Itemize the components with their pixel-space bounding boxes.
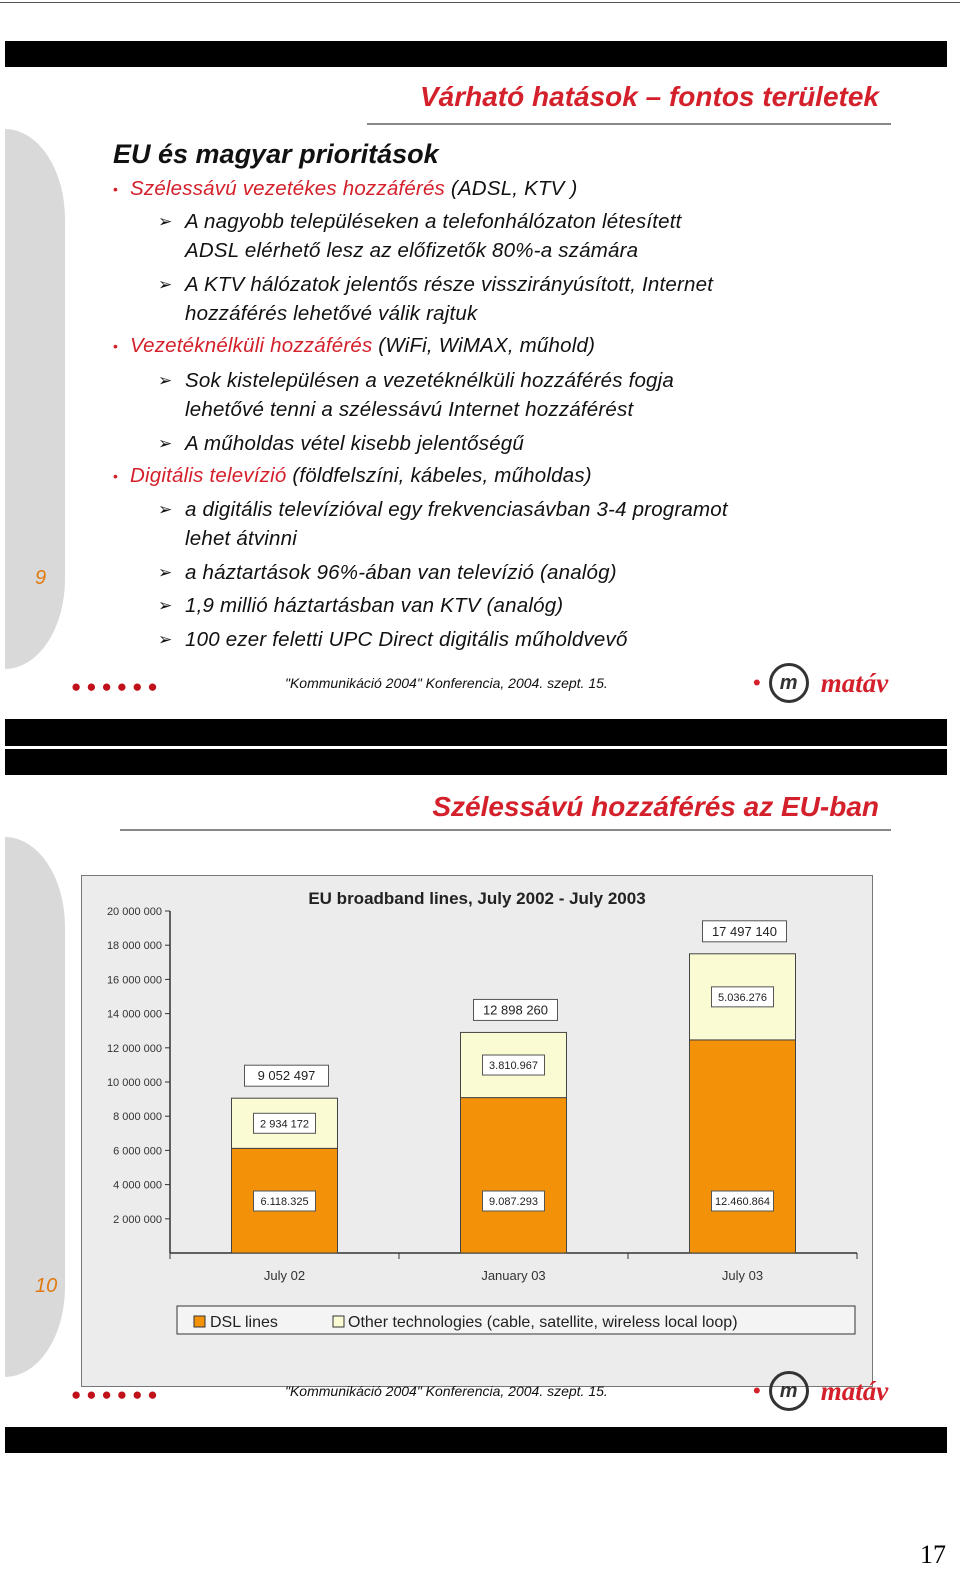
logo-text: matáv	[820, 667, 889, 698]
section-heading	[130, 177, 577, 201]
bullet-item-text: lehet átvinni	[185, 527, 298, 550]
section-label: Vezetéknélküli hozzáférés	[130, 334, 373, 357]
slide-9-logo	[753, 663, 888, 703]
section-suffix: (WiFi, WiMAX, műhold)	[372, 334, 596, 357]
bullet-item-text: A KTV hálózatok jelentős része visszirányúsított, Internet	[185, 273, 714, 296]
arrow-bullet-icon: ➢	[158, 212, 173, 231]
total-label: 17 497 140	[711, 923, 778, 939]
bullet-dot-icon: •	[113, 181, 118, 197]
data-label: 5.036.276	[718, 991, 767, 1004]
matav-logo-icon: m	[769, 663, 809, 703]
slide-9-footer-dots: ●●●●●●	[71, 677, 163, 696]
slide-10-footer-dots: ●●●●●●	[71, 1385, 163, 1404]
total-label: 9 052 497	[257, 1068, 316, 1084]
x-tick-label: July 02	[263, 1268, 306, 1283]
x-tick-label: July 03	[721, 1268, 764, 1283]
y-tick-label: 2 000 000	[113, 1213, 162, 1226]
bullet-dot-icon: •	[113, 338, 118, 354]
legend-label-dsl: DSL lines	[210, 1314, 278, 1331]
bar-dsl	[461, 1098, 567, 1253]
bullet-item-text: 100 ezer feletti UPC Direct digitális műholdvevő	[185, 628, 628, 651]
logo-dot: •	[753, 1378, 761, 1403]
legend-label-other: Other technologies (cable, satellite, wireless local loop)	[348, 1314, 738, 1331]
slide-9-number: 9	[35, 567, 47, 589]
bullet-item-text: A műholdas vétel kisebb jelentőségű	[185, 432, 525, 455]
data-label: 12.460.864	[714, 1196, 771, 1208]
x-tick-label: January 03	[481, 1268, 546, 1283]
arrow-bullet-icon: ➢	[158, 596, 173, 615]
chart-frame	[81, 875, 873, 1387]
section-heading	[130, 334, 595, 358]
data-label: 6.118.325	[260, 1196, 309, 1208]
slide-10-footer: "Kommunikáció 2004" Konferencia, 2004. szept. 15.	[285, 1383, 608, 1399]
slide-9-bottom-bar	[5, 719, 947, 746]
slide-9-footer: "Kommunikáció 2004" Konferencia, 2004. szept. 15.	[285, 675, 608, 691]
data-label: 3.810.967	[489, 1060, 538, 1073]
bullet-item-text: ADSL elérhető lesz az előfizetők 80%-a számára	[185, 239, 639, 262]
section-suffix: (ADSL, KTV )	[445, 177, 578, 200]
slide-9-title: Várható hatások – fontos területek	[419, 81, 879, 112]
y-tick-label: 14 000 000	[106, 1008, 162, 1021]
y-tick-label: 12 000 000	[106, 1042, 162, 1055]
bullet-item-text: Sok kistelepülésen a vezetéknélküli hozzáférés fogja	[185, 369, 675, 392]
bullet-dot-icon: •	[113, 468, 118, 484]
y-tick-label: 6 000 000	[113, 1145, 162, 1158]
slide-9-heading: EU és magyar prioritások	[113, 139, 439, 169]
bullet-item-text: A nagyobb településeken a telefonhálózaton létesített	[185, 210, 682, 233]
arrow-bullet-icon: ➢	[158, 371, 173, 390]
y-tick-label: 16 000 000	[106, 974, 162, 987]
bar-dsl	[690, 1040, 796, 1253]
slide-10-bottom-bar	[5, 1427, 947, 1453]
legend-swatch-dsl	[194, 1316, 205, 1327]
section-label: Digitális televízió	[130, 464, 287, 487]
section-label: Szélessávú vezetékes hozzáférés	[130, 177, 446, 200]
data-label: 2 934 172	[260, 1118, 309, 1131]
legend-swatch-other	[333, 1316, 344, 1327]
matav-logo-icon: m	[769, 1371, 809, 1411]
page-number: 17	[920, 1540, 946, 1569]
slide-10	[5, 775, 947, 1427]
bullet-item-text: a háztartások 96%-ában van televízió (analóg)	[185, 561, 617, 584]
bullet-item-text: 1,9 millió háztartásban van KTV (analóg)	[185, 594, 564, 617]
logo-text: matáv	[820, 1375, 889, 1406]
slide-10-number: 10	[35, 1275, 58, 1297]
broadband-chart	[82, 876, 872, 1386]
slide-10-logo	[753, 1371, 888, 1411]
slide-9	[5, 67, 947, 719]
arrow-bullet-icon: ➢	[158, 275, 173, 294]
logo-dot: •	[753, 670, 761, 695]
slide-9-top-bar	[5, 41, 947, 67]
chart-title: EU broadband lines, July 2002 - July 2003	[308, 889, 646, 908]
top-rule	[0, 2, 960, 3]
section-suffix: (földfelszíni, kábeles, műholdas)	[286, 464, 592, 487]
slide-10-title-rule	[120, 829, 891, 831]
slide-10-top-bar	[5, 749, 947, 775]
arrow-bullet-icon: ➢	[158, 434, 173, 453]
y-tick-label: 8 000 000	[113, 1111, 162, 1124]
section-heading	[130, 464, 592, 488]
y-tick-label: 4 000 000	[113, 1179, 162, 1192]
slide-9-title-rule	[367, 123, 891, 125]
y-tick-label: 20 000 000	[106, 906, 162, 918]
data-label: 9.087.293	[489, 1196, 538, 1208]
bullet-item-text: lehetővé tenni a szélessávú Internet hozzáférést	[185, 398, 634, 421]
arrow-bullet-icon: ➢	[158, 500, 173, 519]
bullet-item-text: hozzáférés lehetővé válik rajtuk	[185, 302, 478, 325]
y-tick-label: 18 000 000	[106, 940, 162, 953]
bullet-item-text: a digitális televízióval egy frekvenciasávban 3-4 programot	[185, 498, 728, 521]
arrow-bullet-icon: ➢	[158, 563, 173, 582]
y-tick-label: 10 000 000	[106, 1077, 162, 1089]
arrow-bullet-icon: ➢	[158, 630, 173, 649]
total-label: 12 898 260	[482, 1002, 549, 1018]
slide-10-title: Szélessávú hozzáférés az EU-ban	[432, 791, 879, 822]
